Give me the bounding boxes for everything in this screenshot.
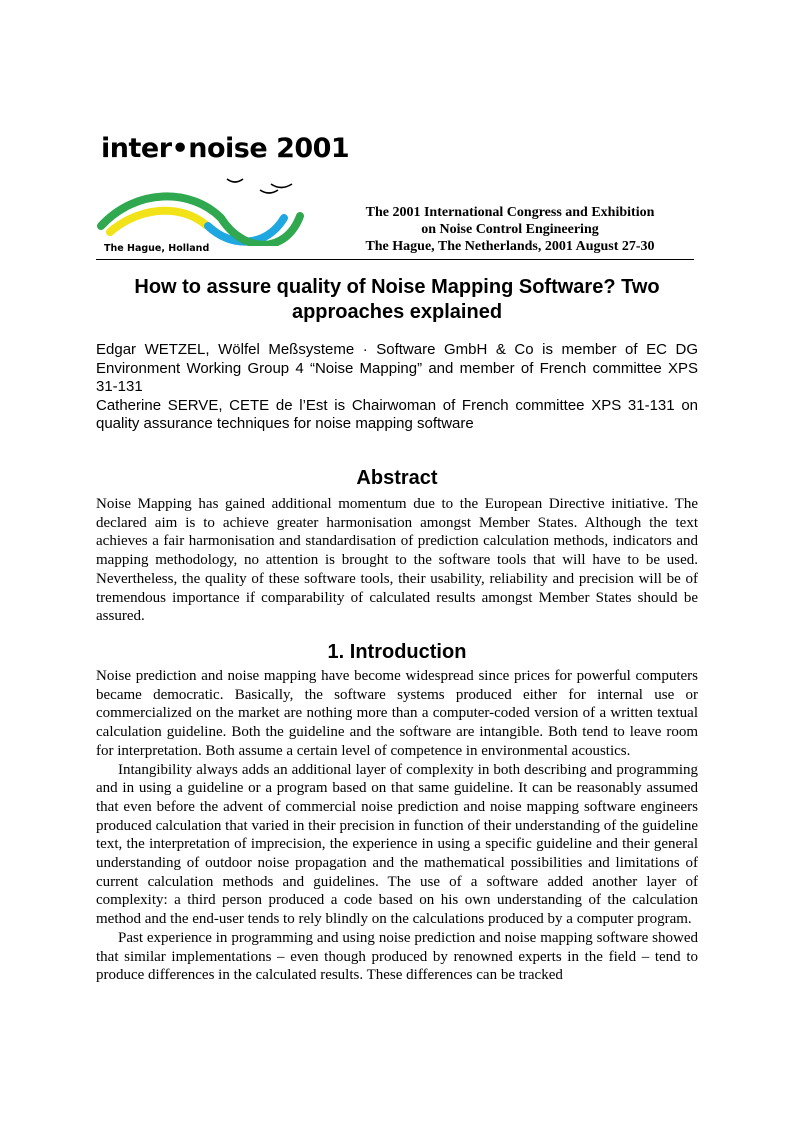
conference-line-3: The Hague, The Netherlands, 2001 August 27-30 [365,239,655,254]
abstract-text [96,495,698,626]
introduction-paragraph-1: Noise prediction and noise mapping have become widespread since prices for powerful computers became democratic. Basically, the software systems produced either for internal use or commercialized on the market are nothing more than a computer-coded version of a written textual calculation guideline. Both the guideline and the software are intangible. Both tend to leave room for interpretation. Both assume a certain level of competence in environmental acoustics. [96,668,698,759]
congress-logo-graphic [96,168,336,246]
author-2: Catherine SERVE, CETE de l’Est is Chairwoman of French committee XPS 31-131 on quality assurance techniques for noise mapping software [96,396,698,432]
logo-location: The Hague, Holland [104,243,210,254]
abstract-heading: Abstract [356,467,438,489]
conference-line-1: The 2001 International Congress and Exhibition [365,205,655,220]
abstract-paragraph: Noise Mapping has gained additional momentum due to the European Directive initiative. The declared aim is to achieve greater harmonisation amongst Member States. Although the text achieves a fair harmonisation and standardisation of prediction calculation methods, indicators and mapping methodology, no attention is brought to the software tools that will have to be used. Nevertheless, the quality of these software tools, their usability, reliability and precision will be of tremendous importance if comparability of calculated results amongst Member States should be assured. [96,496,698,625]
conference-line-2: on Noise Control Engineering [421,222,599,237]
introduction-paragraph-2: Intangibility always adds an additional layer of complexity in both describing and programming and in using a guideline or a program based on that same guideline. It can be reasonably assumed that even before the advent of commercial noise prediction and noise mapping software engineers produced calculation that varied in their precision in function of their understanding of the guideline text, the interpretation of imprecision, the experience in using a specific guideline and their general understanding of outdoor noise propagation and the mathematical possibilities and limitations of current calculation methods and guidelines. The use of a software added another layer of complexity: a third person produced a code based on his own understanding of the calculation method and the end-user tends to rely blindly on the calculations produced by a computer program. [96,761,698,928]
introduction-heading: 1. Introduction [327,641,467,663]
header-rule [96,259,694,260]
author-1: Edgar WETZEL, Wölfel Meßsysteme · Software GmbH & Co is member of EC DG Environment Working Group 4 “Noise Mapping” and member of French committee XPS 31-131 [96,341,698,395]
introduction-text [96,667,698,985]
authors-block [96,341,698,434]
congress-logo-wordmark: inter•noise 2001 [101,133,350,164]
conference-info [335,204,685,255]
introduction-paragraph-3: Past experience in programming and using noise prediction and noise mapping software showed that similar implementations – even though produced by renowned experts in the field – tend to produce differences in the calculated results. These differences can be tracked [96,929,698,984]
paper-title: How to assure quality of Noise Mapping Software? Two approaches explained [134,276,660,323]
